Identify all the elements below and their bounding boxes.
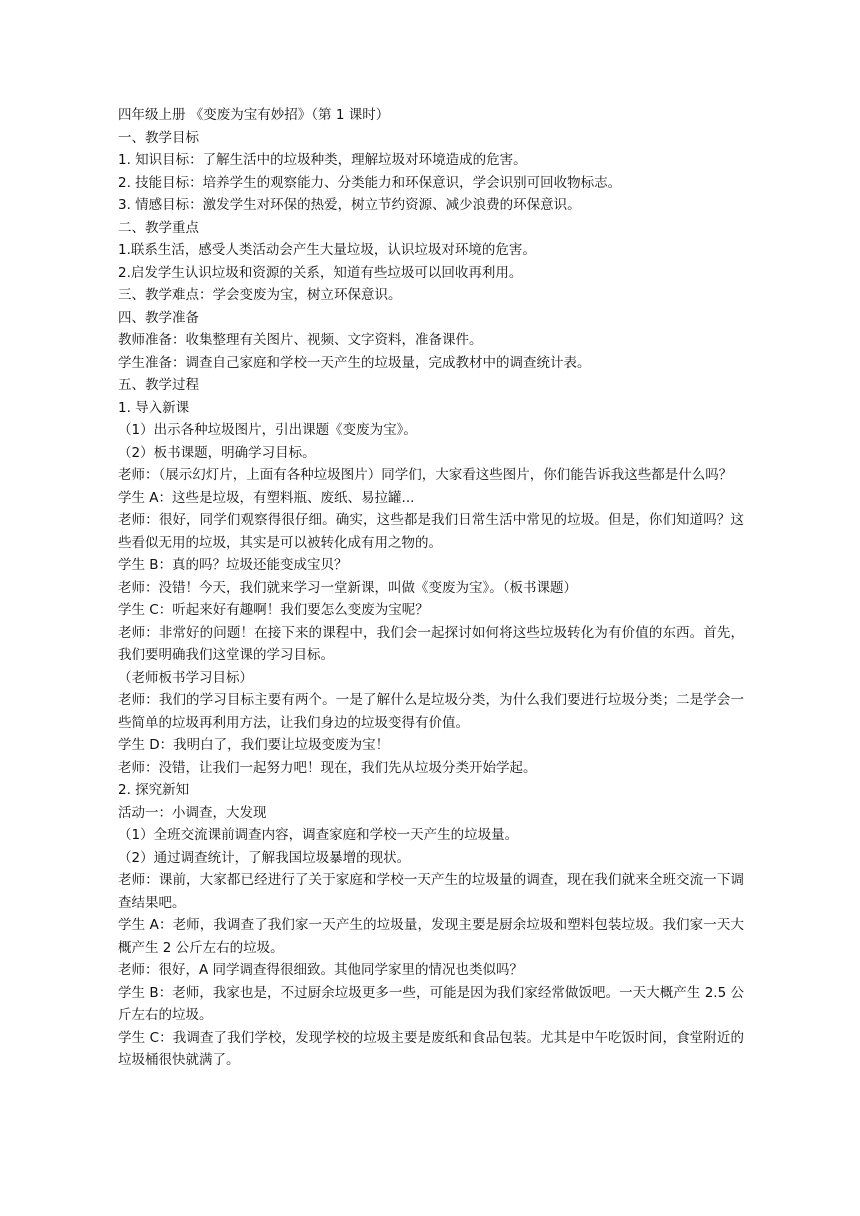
intro-step-2: （2）板书课题，明确学习目标。	[118, 444, 316, 461]
dialogue-paragraph: 学生 B：老师，我家也是，不过厨余垃圾更多一些，可能是因为我们家经常做饭吧。一天大概产生 2.5 公斤左右的垃圾。	[118, 984, 744, 1023]
dialogue-paragraph: 学生 A：老师，我调查了我们家一天产生的垃圾量，发现主要是厨余垃圾和塑料包装垃圾。我们家一天大概产生 2 公斤左右的垃圾。	[118, 917, 744, 956]
subheading-introduction: 1. 导入新课	[118, 399, 190, 416]
dialogue-paragraph: 老师：课前，大家都已经进行了关于家庭和学校一天产生的垃圾量的调查，现在我们就来全班交流一下调查结果吧。	[118, 872, 744, 911]
key-point-1: 1.联系生活，感受人类活动会产生大量垃圾，认识垃圾对环境的危害。	[118, 242, 536, 258]
section-heading-objectives: 一、教学目标	[118, 129, 199, 146]
dialogue-paragraph: 学生 D：我明白了，我们要让垃圾变废为宝！	[118, 737, 390, 753]
dialogue-paragraph: 老师：（展示幻灯片，上面有各种垃圾图片）同学们，大家看这些图片，你们能告诉我这些都是什么吗？	[118, 467, 733, 483]
document-body	[118, 104, 744, 1072]
dialogue-paragraph: 学生 C：我调查了我们学校，发现学校的垃圾主要是废纸和食品包装。尤其是中午吃饭时间，食堂附近的垃圾桶很快就满了。	[118, 1029, 744, 1068]
dialogue-paragraph: 老师：很好，同学们观察得很仔细。确实，这些都是我们日常生活中常见的垃圾。但是，你们知道吗？这些看似无用的垃圾，其实是可以被转化成有用之物的。	[118, 512, 744, 551]
section-heading-key-points: 二、教学重点	[118, 219, 199, 236]
dialogue-paragraph: 老师：非常好的问题！在接下来的课程中，我们会一起探讨如何将这些垃圾转化为有价值的东西。首先，我们要明确我们这堂课的学习目标。	[118, 624, 744, 663]
intro-step-1: （1）出示各种垃圾图片，引出课题《变废为宝》。	[118, 422, 417, 438]
activity-title: 活动一：小调查，大发现	[118, 804, 267, 821]
student-preparation: 学生准备：调查自己家庭和学校一天产生的垃圾量，完成教材中的调查统计表。	[118, 354, 591, 371]
section-heading-difficulty: 三、教学难点：学会变废为宝，树立环保意识。	[118, 287, 402, 303]
dialogue-paragraph: 老师：我们的学习目标主要有两个。一是了解什么是垃圾分类，为什么我们要进行垃圾分类；二是学会一些简单的垃圾再利用方法，让我们身边的垃圾变得有价值。	[118, 692, 744, 731]
dialogue-paragraph: 老师：没错，让我们一起努力吧！现在，我们先从垃圾分类开始学起。	[118, 759, 537, 776]
subheading-explore: 2. 探究新知	[118, 782, 190, 798]
dialogue-paragraph: （老师板书学习目标）	[118, 669, 253, 686]
section-heading-preparation: 四、教学准备	[118, 309, 199, 326]
dialogue-paragraph: 学生 B：真的吗？垃圾还能变成宝贝？	[118, 557, 348, 573]
explore-step-1: （1）全班交流课前调查内容，调查家庭和学校一天产生的垃圾量。	[118, 827, 519, 843]
objective-knowledge: 1. 知识目标：了解生活中的垃圾种类，理解垃圾对环境造成的危害。	[118, 152, 527, 168]
objective-emotion: 3. 情感目标：激发学生对环保的热爱，树立节约资源、减少浪费的环保意识。	[118, 197, 581, 213]
dialogue-paragraph: 学生 A：这些是垃圾，有塑料瓶、废纸、易拉罐...	[118, 489, 415, 506]
dialogue-paragraph: 老师：很好，A 同学调查得很细致。其他同学家里的情况也类似吗？	[118, 962, 524, 978]
explore-step-2: （2）通过调查统计，了解我国垃圾暴增的现状。	[118, 849, 411, 866]
key-point-2: 2.启发学生认识垃圾和资源的关系，知道有些垃圾可以回收再利用。	[118, 264, 523, 281]
dialogue-paragraph: 老师：没错！今天，我们就来学习一堂新课，叫做《变废为宝》。（板书课题）	[118, 579, 577, 596]
dialogue-paragraph: 学生 C：听起来好有趣啊！我们要怎么变废为宝呢？	[118, 602, 429, 618]
section-heading-process: 五、教学过程	[118, 377, 199, 393]
objective-skill: 2. 技能目标：培养学生的观察能力、分类能力和环保意识，学会识别可回收物标志。	[118, 174, 622, 191]
teacher-preparation: 教师准备：收集整理有关图片、视频、文字资料，准备课件。	[118, 332, 483, 348]
document-header: 四年级上册 《变废为宝有妙招》（第 1 课时）	[118, 107, 390, 123]
